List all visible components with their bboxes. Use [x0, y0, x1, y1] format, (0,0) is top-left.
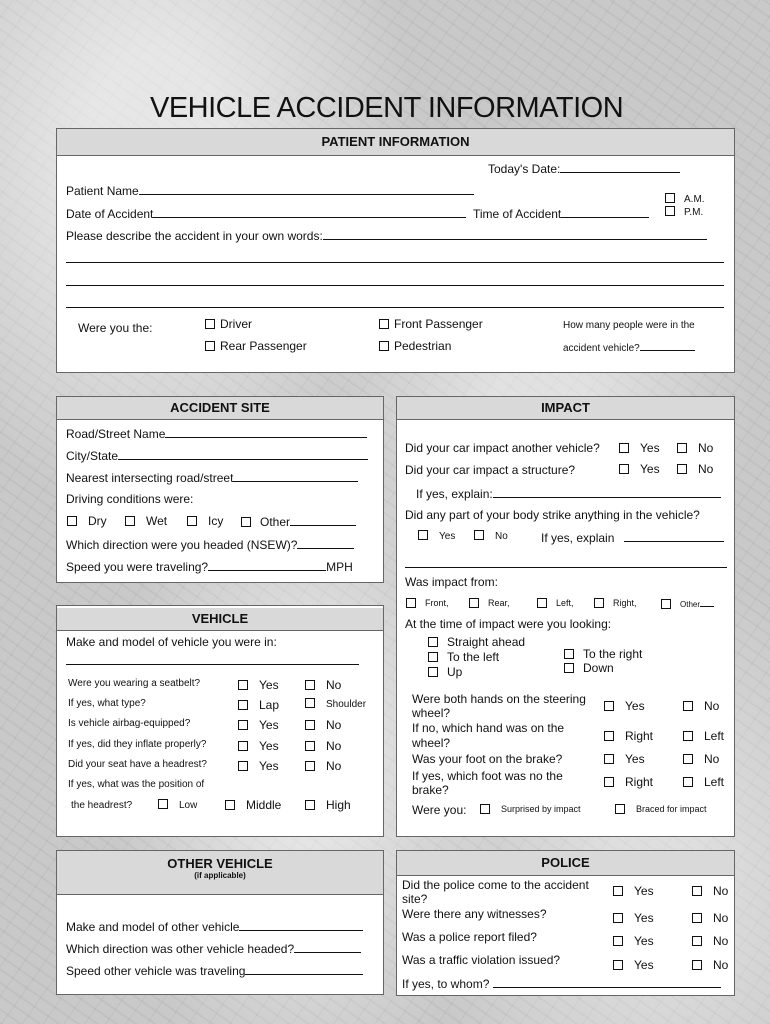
- shoulder-label: Shoulder: [326, 699, 367, 710]
- yes-label: Yes: [259, 759, 279, 773]
- seatbelt-yes[interactable]: [238, 678, 279, 692]
- impact-vehicle-no-checkbox[interactable]: [677, 443, 687, 453]
- police-header: POLICE: [397, 851, 734, 876]
- impact-vehicle-yes[interactable]: [619, 441, 660, 455]
- which-hand-right[interactable]: [604, 729, 653, 743]
- accident-site-header: ACCIDENT SITE: [57, 397, 383, 420]
- yes-label: Yes: [259, 739, 279, 753]
- witnesses-yes-checkbox[interactable]: [613, 913, 623, 923]
- which-hand-left[interactable]: [683, 729, 724, 743]
- inflate-yes-checkbox[interactable]: [238, 741, 248, 751]
- how-many-people-label: How many people were in the: [563, 320, 695, 331]
- violation-yes-checkbox[interactable]: [613, 960, 623, 970]
- lap-label: Lap: [259, 698, 280, 712]
- to-the-left-option[interactable]: [428, 650, 499, 664]
- pm-option[interactable]: [665, 207, 703, 218]
- headrest-middle[interactable]: [225, 798, 281, 812]
- to-the-left-label: To the left: [447, 650, 500, 664]
- no-label: No: [326, 678, 342, 692]
- impact-explain-field[interactable]: [416, 486, 721, 501]
- accident-site-section: [56, 396, 384, 583]
- yes-label: Yes: [439, 531, 456, 542]
- to-the-left-checkbox[interactable]: [428, 652, 438, 662]
- wet-label: Wet: [146, 514, 168, 528]
- police-come-no-checkbox[interactable]: [692, 886, 702, 896]
- airbag-no[interactable]: [305, 718, 341, 732]
- wet-option[interactable]: [125, 514, 167, 528]
- icy-checkbox[interactable]: [187, 516, 197, 526]
- airbag-yes-checkbox[interactable]: [238, 720, 248, 730]
- witnesses-question: Were there any witnesses?: [402, 907, 547, 921]
- inflate-yes[interactable]: [238, 739, 279, 753]
- airbag-question: Is vehicle airbag-equipped?: [68, 718, 191, 729]
- were-you-the-label: Were you the:: [78, 321, 153, 335]
- violation-no-checkbox[interactable]: [692, 960, 702, 970]
- yes-label: Yes: [625, 699, 645, 713]
- straight-ahead-checkbox[interactable]: [428, 637, 438, 647]
- rear-passenger-checkbox[interactable]: [205, 341, 215, 351]
- report-question: Was a police report filed?: [402, 930, 537, 944]
- left-label: Left,: [556, 598, 574, 608]
- other-vehicle-title: OTHER VEHICLE: [167, 856, 273, 871]
- pedestrian-option[interactable]: [379, 339, 451, 353]
- foot-brake-no-checkbox[interactable]: [683, 754, 693, 764]
- impact-structure-question: Did your car impact a structure?: [405, 463, 576, 477]
- front-passenger-checkbox[interactable]: [379, 319, 389, 329]
- report-yes-checkbox[interactable]: [613, 936, 623, 946]
- no-label: No: [495, 531, 508, 542]
- straight-ahead-option[interactable]: [428, 635, 525, 649]
- down-option[interactable]: [564, 661, 614, 675]
- no-label: No: [698, 462, 714, 476]
- driver-option[interactable]: [205, 317, 252, 331]
- other-vehicle-section: [56, 850, 384, 995]
- patient-name-label: Patient Name: [66, 184, 139, 198]
- police-come-yes[interactable]: [613, 884, 654, 898]
- pm-label: P.M.: [684, 207, 704, 218]
- braced-option[interactable]: [615, 804, 707, 815]
- patient-information-header: PATIENT INFORMATION: [57, 129, 734, 156]
- headrest-yes[interactable]: [238, 759, 279, 773]
- yes-label: Yes: [634, 884, 654, 898]
- impact-front-option[interactable]: [406, 598, 449, 609]
- impact-right-option[interactable]: [594, 598, 637, 609]
- other-speed-field[interactable]: [66, 963, 363, 978]
- no-label: No: [713, 884, 729, 898]
- left-label: Left: [704, 729, 725, 743]
- impact-vehicle-no[interactable]: [677, 441, 713, 455]
- hands-yes-checkbox[interactable]: [604, 701, 614, 711]
- road-street-field[interactable]: [66, 426, 367, 441]
- mph-label: MPH: [326, 560, 353, 574]
- describe-accident-label: Please describe the accident in your own words:: [66, 229, 323, 243]
- icy-option[interactable]: [187, 514, 223, 528]
- describe-line-1[interactable]: [66, 262, 724, 263]
- icy-label: Icy: [208, 514, 224, 528]
- other-vehicle-subtitle: (if applicable): [194, 871, 246, 880]
- dry-label: Dry: [88, 514, 107, 528]
- to-the-right-checkbox[interactable]: [564, 649, 574, 659]
- body-strike-question: Did any part of your body strike anything in the vehicle?: [405, 508, 700, 522]
- impact-rear-option[interactable]: [469, 598, 510, 609]
- left-label: Left: [704, 775, 725, 789]
- right-label: Right: [625, 775, 654, 789]
- police-come-no[interactable]: [692, 884, 728, 898]
- other-direction-field[interactable]: [66, 941, 361, 956]
- braced-label: Braced for impact: [636, 804, 707, 814]
- seatbelt-no[interactable]: [305, 678, 341, 692]
- middle-label: Middle: [246, 798, 282, 812]
- no-label: No: [713, 934, 729, 948]
- date-of-accident-field[interactable]: [66, 206, 466, 221]
- which-hand-right-checkbox[interactable]: [604, 731, 614, 741]
- impact-other-option[interactable]: [661, 598, 714, 610]
- up-label: Up: [447, 665, 463, 679]
- yes-label: Yes: [634, 958, 654, 972]
- driver-label: Driver: [220, 317, 252, 331]
- which-foot-question: If yes, which foot was no the: [412, 769, 563, 783]
- impact-explain-label: If yes, explain:: [416, 487, 493, 501]
- other-label: Other: [680, 600, 701, 609]
- patient-name-field[interactable]: [66, 183, 474, 198]
- right-label: Right: [625, 729, 654, 743]
- other-condition-label: Other: [260, 515, 291, 529]
- which-foot-left-checkbox[interactable]: [683, 777, 693, 787]
- vehicle-make-label: Make and model of vehicle you were in:: [66, 635, 277, 649]
- witnesses-yes[interactable]: [613, 911, 654, 925]
- which-hand-question: If no, which hand was on the: [412, 721, 565, 735]
- front-label: Front,: [425, 598, 449, 608]
- impact-left-option[interactable]: [537, 598, 574, 609]
- vehicle-section: [56, 605, 384, 837]
- straight-ahead-label: Straight ahead: [447, 635, 526, 649]
- time-of-accident-label: Time of Accident: [473, 207, 562, 221]
- seatbelt-no-checkbox[interactable]: [305, 680, 315, 690]
- foot-brake-question: Was your foot on the brake?: [412, 752, 563, 766]
- violation-question: Was a traffic violation issued?: [402, 953, 561, 967]
- body-strike-explain-field[interactable]: [541, 530, 724, 545]
- impact-structure-no[interactable]: [677, 462, 713, 476]
- headrest-no[interactable]: [305, 759, 341, 773]
- witnesses-no-checkbox[interactable]: [692, 913, 702, 923]
- hands-question: Were both hands on the steering: [412, 692, 586, 706]
- no-label: No: [704, 699, 720, 713]
- impact-rear-checkbox[interactable]: [469, 598, 479, 608]
- rear-passenger-option[interactable]: [205, 339, 307, 353]
- city-state-label: City/State: [66, 449, 119, 463]
- how-many-people-label-2: accident vehicle?: [563, 343, 640, 354]
- yes-label: Yes: [640, 441, 660, 455]
- body-strike-no-checkbox[interactable]: [474, 530, 484, 540]
- to-whom-field[interactable]: [402, 976, 721, 991]
- headrest-low[interactable]: [158, 800, 197, 811]
- headrest-yes-checkbox[interactable]: [238, 761, 248, 771]
- no-label: No: [704, 752, 720, 766]
- am-option[interactable]: [665, 194, 705, 205]
- to-the-right-option[interactable]: [564, 647, 642, 661]
- page-title: VEHICLE ACCIDENT INFORMATION: [150, 92, 624, 124]
- no-label: No: [326, 718, 342, 732]
- police-section: [396, 850, 735, 996]
- pm-checkbox[interactable]: [665, 206, 675, 216]
- todays-date-field[interactable]: [488, 161, 680, 176]
- time-of-accident-field[interactable]: [473, 206, 649, 221]
- describe-line-3[interactable]: [66, 307, 724, 308]
- headrest-low-checkbox[interactable]: [158, 799, 168, 809]
- pedestrian-checkbox[interactable]: [379, 341, 389, 351]
- which-foot-right[interactable]: [604, 775, 653, 789]
- other-condition-option[interactable]: [241, 514, 356, 529]
- road-street-label: Road/Street Name: [66, 427, 166, 441]
- report-no[interactable]: [692, 934, 728, 948]
- headrest-question: Did your seat have a headrest?: [68, 759, 207, 770]
- no-label: No: [326, 739, 342, 753]
- which-foot-right-checkbox[interactable]: [604, 777, 614, 787]
- airbag-yes[interactable]: [238, 718, 279, 732]
- foot-brake-yes-checkbox[interactable]: [604, 754, 614, 764]
- other-vehicle-header: [57, 851, 383, 895]
- foot-brake-no[interactable]: [683, 752, 719, 766]
- rear-passenger-label: Rear Passenger: [220, 339, 307, 353]
- yes-label: Yes: [259, 718, 279, 732]
- police-come-yes-checkbox[interactable]: [613, 886, 623, 896]
- body-strike-yes[interactable]: [418, 531, 455, 542]
- other-make-field[interactable]: [66, 919, 363, 934]
- to-whom-label: If yes, to whom?: [402, 977, 490, 991]
- inflate-no[interactable]: [305, 739, 341, 753]
- which-foot-left[interactable]: [683, 775, 724, 789]
- headrest-middle-checkbox[interactable]: [225, 800, 235, 810]
- were-you-label: Were you:: [412, 803, 467, 817]
- surprised-option[interactable]: [480, 804, 581, 815]
- impact-structure-yes-checkbox[interactable]: [619, 464, 629, 474]
- up-checkbox[interactable]: [428, 667, 438, 677]
- airbag-no-checkbox[interactable]: [305, 720, 315, 730]
- intersecting-road-label: Nearest intersecting road/street: [66, 471, 234, 485]
- speed-field[interactable]: [66, 559, 353, 574]
- yes-label: Yes: [640, 462, 660, 476]
- inflate-no-checkbox[interactable]: [305, 741, 315, 751]
- dry-option[interactable]: [67, 514, 107, 528]
- yes-label: Yes: [625, 752, 645, 766]
- lap-checkbox[interactable]: [238, 700, 248, 710]
- body-strike-yes-checkbox[interactable]: [418, 530, 428, 540]
- hands-no[interactable]: [683, 699, 719, 713]
- surprised-label: Surprised by impact: [501, 804, 581, 814]
- impact-right-checkbox[interactable]: [594, 598, 604, 608]
- am-checkbox[interactable]: [665, 193, 675, 203]
- violation-yes[interactable]: [613, 958, 654, 972]
- impact-front-checkbox[interactable]: [406, 598, 416, 608]
- vehicle-make-line[interactable]: [66, 664, 359, 665]
- right-label: Right,: [613, 598, 637, 608]
- shoulder-checkbox[interactable]: [305, 698, 315, 708]
- other-condition-checkbox[interactable]: [241, 517, 251, 527]
- headrest-high-checkbox[interactable]: [305, 800, 315, 810]
- impact-header: IMPACT: [397, 397, 734, 420]
- impact-structure-yes[interactable]: [619, 462, 660, 476]
- patient-information-section: [56, 128, 735, 373]
- other-make-label: Make and model of other vehicle: [66, 920, 240, 934]
- driving-conditions-label: Driving conditions were:: [66, 492, 194, 506]
- lap-option[interactable]: [238, 698, 279, 712]
- no-label: No: [713, 911, 729, 925]
- headrest-position-question: If yes, what was the position of: [68, 779, 205, 790]
- looking-question: At the time of impact were you looking:: [405, 617, 612, 631]
- direction-field[interactable]: [66, 537, 354, 552]
- body-strike-explain-label: If yes, explain: [541, 531, 615, 545]
- headrest-high[interactable]: [305, 798, 351, 812]
- vehicle-header: VEHICLE: [57, 608, 383, 631]
- police-come-question-2: site?: [402, 892, 428, 906]
- am-label: A.M.: [684, 194, 705, 205]
- braced-checkbox[interactable]: [615, 804, 625, 814]
- front-passenger-option[interactable]: [379, 317, 483, 331]
- no-label: No: [713, 958, 729, 972]
- which-foot-question-2: brake?: [412, 783, 449, 797]
- seatbelt-question: Were you wearing a seatbelt?: [68, 678, 201, 689]
- yes-label: Yes: [634, 911, 654, 925]
- no-label: No: [698, 441, 714, 455]
- impact-left-checkbox[interactable]: [537, 598, 547, 608]
- up-option[interactable]: [428, 665, 462, 679]
- witnesses-no[interactable]: [692, 911, 728, 925]
- speed-label: Speed you were traveling?: [66, 560, 209, 574]
- dry-checkbox[interactable]: [67, 516, 77, 526]
- no-label: No: [326, 759, 342, 773]
- seatbelt-type-question: If yes, what type?: [68, 698, 146, 709]
- impact-vehicle-question: Did your car impact another vehicle?: [405, 441, 600, 455]
- impact-from-label: Was impact from:: [405, 575, 498, 589]
- headrest-no-checkbox[interactable]: [305, 761, 315, 771]
- the-headrest-label: the headrest?: [71, 800, 133, 811]
- body-strike-explain-line[interactable]: [405, 567, 727, 568]
- police-come-question: Did the police come to the accident: [402, 878, 589, 892]
- low-label: Low: [179, 800, 198, 811]
- yes-label: Yes: [259, 678, 279, 692]
- driver-checkbox[interactable]: [205, 319, 215, 329]
- rear-label: Rear,: [488, 598, 510, 608]
- down-label: Down: [583, 661, 614, 675]
- which-hand-left-checkbox[interactable]: [683, 731, 693, 741]
- hands-yes[interactable]: [604, 699, 645, 713]
- report-no-checkbox[interactable]: [692, 936, 702, 946]
- other-direction-label: Which direction was other vehicle headed?: [66, 942, 295, 956]
- describe-line-2[interactable]: [66, 285, 724, 286]
- body-strike-no[interactable]: [474, 531, 508, 542]
- direction-label: Which direction were you headed (NSEW)?: [66, 538, 298, 552]
- city-state-field[interactable]: [66, 448, 368, 463]
- foot-brake-yes[interactable]: [604, 752, 645, 766]
- report-yes[interactable]: [613, 934, 654, 948]
- describe-accident-field[interactable]: [66, 228, 707, 243]
- which-hand-question-2: wheel?: [412, 736, 451, 750]
- surprised-checkbox[interactable]: [480, 804, 490, 814]
- hands-question-2: wheel?: [412, 706, 451, 720]
- impact-other-checkbox[interactable]: [661, 599, 671, 609]
- front-passenger-label: Front Passenger: [394, 317, 483, 331]
- violation-no[interactable]: [692, 958, 728, 972]
- intersecting-road-field[interactable]: [66, 470, 358, 485]
- how-many-people-field[interactable]: [563, 339, 695, 354]
- shoulder-option[interactable]: [305, 699, 366, 710]
- todays-date-label: Today's Date:: [488, 162, 561, 176]
- other-speed-label: Speed other vehicle was traveling: [66, 964, 246, 978]
- inflate-question: If yes, did they inflate properly?: [68, 739, 207, 750]
- impact-structure-no-checkbox[interactable]: [677, 464, 687, 474]
- high-label: High: [326, 798, 351, 812]
- impact-section: [396, 396, 735, 837]
- hands-no-checkbox[interactable]: [683, 701, 693, 711]
- wet-checkbox[interactable]: [125, 516, 135, 526]
- impact-vehicle-yes-checkbox[interactable]: [619, 443, 629, 453]
- down-checkbox[interactable]: [564, 663, 574, 673]
- seatbelt-yes-checkbox[interactable]: [238, 680, 248, 690]
- to-the-right-label: To the right: [583, 647, 643, 661]
- pedestrian-label: Pedestrian: [394, 339, 452, 353]
- date-of-accident-label: Date of Accident: [66, 207, 154, 221]
- yes-label: Yes: [634, 934, 654, 948]
